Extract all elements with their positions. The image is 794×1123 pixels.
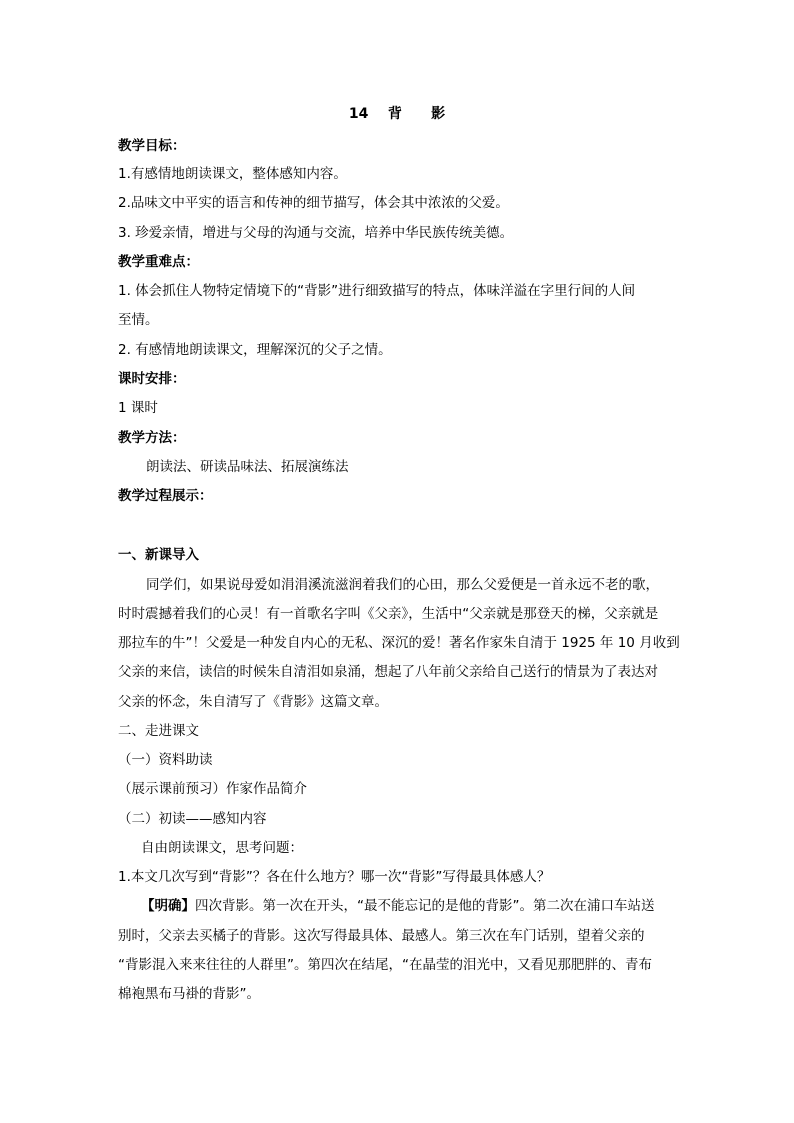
answer-line: [141, 896, 703, 916]
keypoint-item-continued: 至情。: [118, 312, 159, 328]
answer-line: “背影混入来来往往的人群里”。第四次在结尾，“在晶莹的泪光中，又看见那肥胖的、青布: [118, 957, 652, 973]
objective-item: 3. 珍爱亲情，增进与父母的沟通与交流，培养中华民族传统美德。: [118, 225, 514, 241]
part2-heading: 二、走进课文: [118, 723, 199, 739]
keypoints-heading: 教学重难点：: [118, 254, 199, 270]
schedule-value: 1 课时: [118, 400, 158, 416]
part1-paragraph-line: 同学们，如果说母爱如涓涓溪流滋润着我们的心田，那么父爱便是一首永远不老的歌，: [146, 577, 659, 593]
keypoint-item: 1. 体会抓住人物特定情境下的“背影”进行细致描写的特点，体味洋溢在字里行间的人间: [118, 283, 636, 299]
part1-paragraph-line: 父亲的来信，读信的时候朱自清泪如泉涌，想起了八年前父亲给自己送行的情景为了表达对: [118, 664, 658, 680]
part2-sub1: （一）资料助读: [118, 752, 213, 768]
answer-line: 别时，父亲去买橘子的背影。这次写得最具体、最感人。第三次在车门话别，望着父亲的: [118, 928, 645, 944]
part2-sub1-detail: （展示课前预习）作家作品简介: [118, 781, 307, 797]
objectives-heading: 教学目标：: [118, 138, 186, 154]
answer-text: 四次背影。第一次在开头，“最不能忘记的是他的背影”。第二次在浦口车站送: [195, 898, 655, 914]
part1-paragraph-line: 时时震撼着我们的心灵！有一首歌名字叫《父亲》，生活中“父亲就是那登天的梯，父亲就是: [118, 606, 659, 622]
process-heading: 教学过程展示：: [118, 488, 213, 504]
part2-sub2: （二）初读——感知内容: [118, 811, 267, 827]
part1-paragraph-line: 父亲的怀念，朱自清写了《背影》这篇文章。: [118, 694, 388, 710]
part1-paragraph-line: 那拉车的牛”！父爱是一种发自内心的无私、深沉的爱！著名作家朱自清于 1925 年 10 月收到: [118, 635, 680, 651]
answer-line: 棉袍黑布马褂的背影”。: [118, 986, 260, 1002]
page-title: 14 背 影: [348, 106, 446, 122]
keypoint-item: 2. 有感情地朗读课文，理解深沉的父子之情。: [118, 342, 392, 358]
method-heading: 教学方法：: [118, 430, 186, 446]
answer-label: 【明确】: [141, 898, 195, 914]
part2-instruction: 自由朗读课文，思考问题：: [141, 840, 303, 856]
objective-item: 1.有感情地朗读课文，整体感知内容。: [118, 166, 347, 182]
schedule-heading: 课时安排：: [118, 371, 186, 387]
part2-question: 1.本文几次写到“背影”？各在什么地方？哪一次“背影”写得最具体感人？: [118, 869, 551, 885]
method-value: 朗读法、研读品味法、拓展演练法: [146, 459, 349, 475]
part1-heading: 一、新课导入: [118, 547, 199, 563]
objective-item: 2.品味文中平实的语言和传神的细节描写，体会其中浓浓的父爱。: [118, 195, 509, 211]
